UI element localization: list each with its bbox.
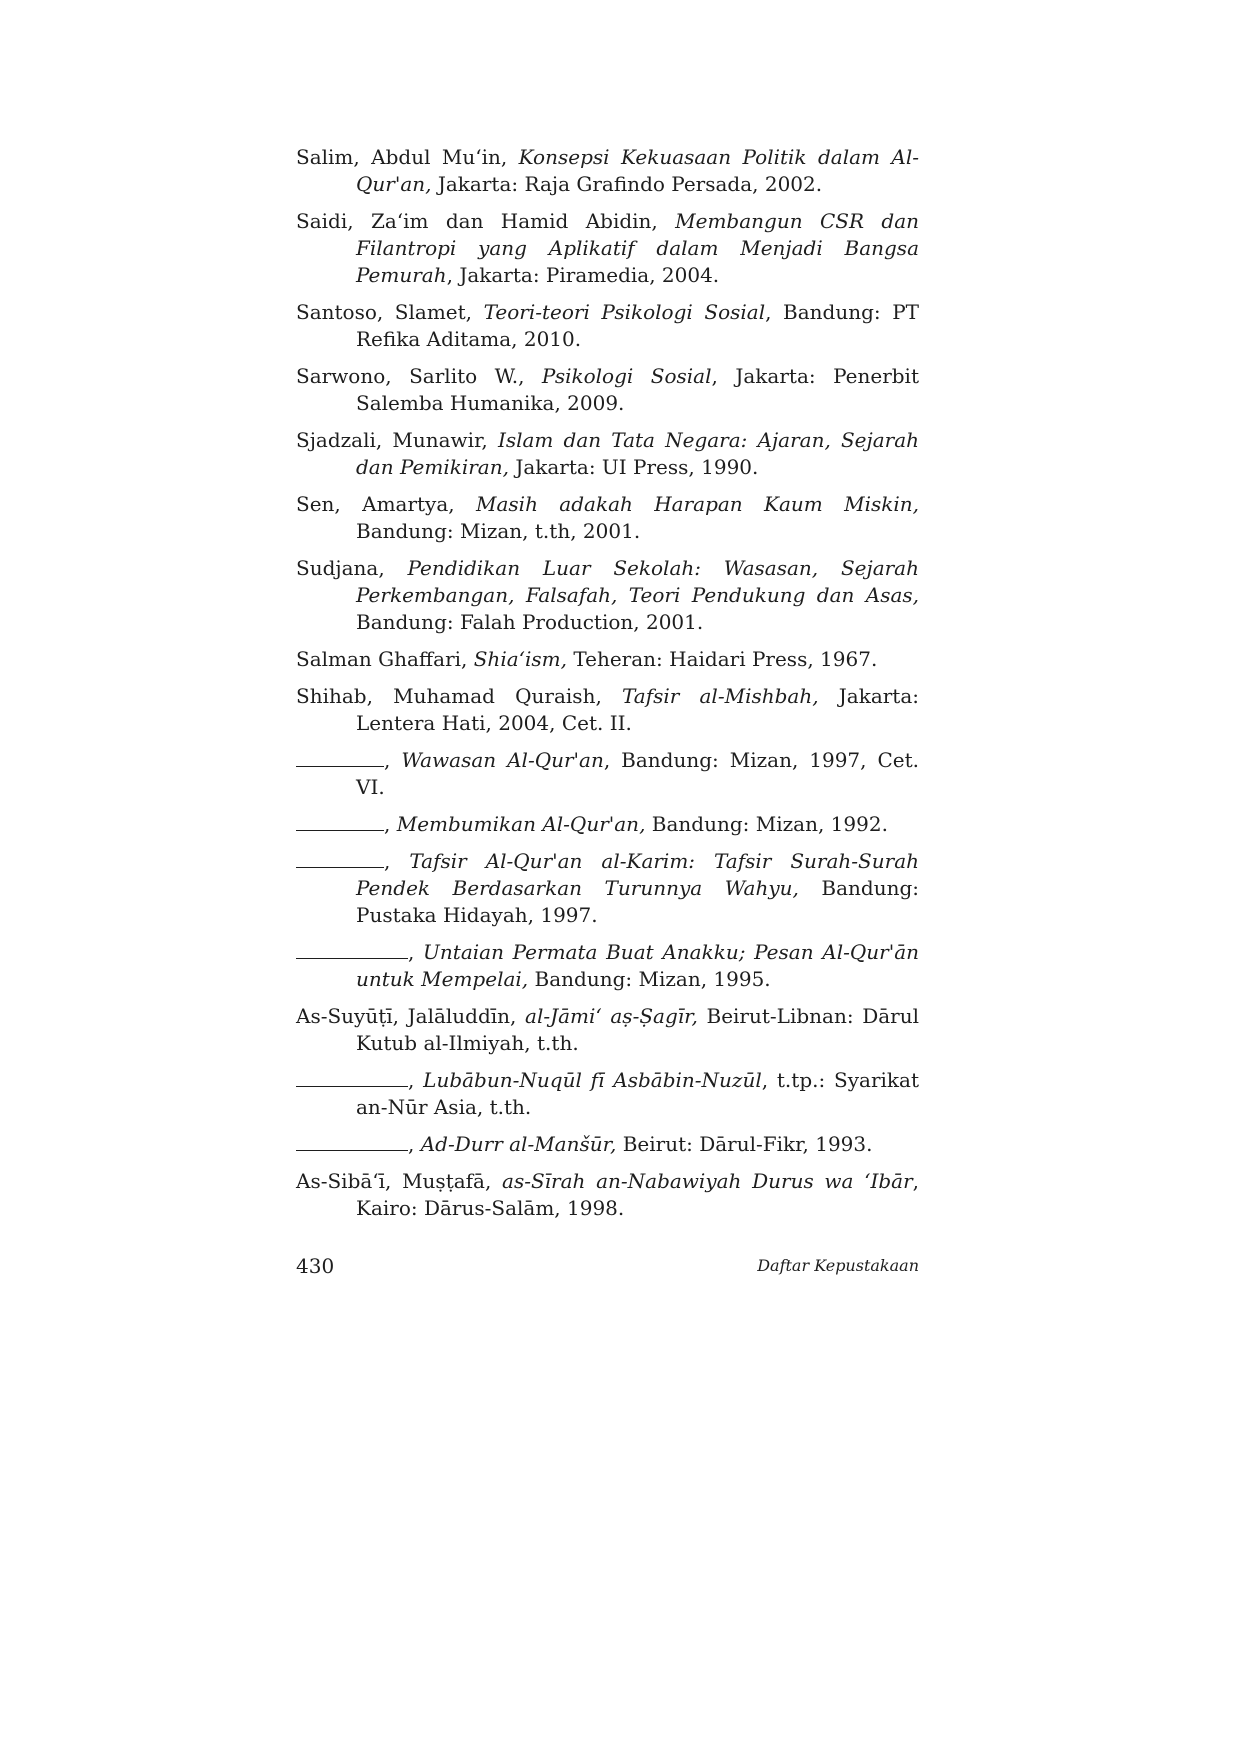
- bibliography-entry: [296, 848, 919, 929]
- entry-publication: Jakarta: UI Press, 1990.: [508, 455, 759, 479]
- repeated-author-rule: [296, 830, 384, 831]
- entry-publication: Bandung: Falah Production, 2001.: [356, 610, 704, 634]
- entry-title: Untaian Permata Buat Anakku; Pesan Al-Qur'ān untuk Mempelai,: [356, 940, 919, 991]
- entry-author: As-Sibā‘ī, Muṣṭafā,: [296, 1169, 503, 1193]
- bibliography-entry: [296, 683, 919, 737]
- running-title: Daftar Kepustakaan: [757, 1256, 919, 1275]
- entry-publication: , Kairo: Dārus-Salām, 1998.: [356, 1169, 919, 1220]
- bibliography-entry: [296, 1131, 919, 1158]
- entry-title: Masih adakah Harapan Kaum Miskin,: [476, 492, 919, 516]
- bibliography-entry: [296, 363, 919, 417]
- bibliography-entry: [296, 939, 919, 993]
- entry-title: as-Sīrah an-Nabawiyah Durus wa ‘Ibār: [502, 1169, 913, 1193]
- bibliography-entry: [296, 1067, 919, 1121]
- entry-title: al-Jāmi‘ aṣ-Ṣagīr,: [525, 1004, 698, 1028]
- entry-title: Wawasan Al-Qur'an: [401, 748, 604, 772]
- entry-author: Sen, Amartya,: [296, 492, 476, 516]
- entry-author: ,: [384, 748, 402, 772]
- entry-publication: , Jakarta: Penerbit Salemba Humanika, 2009.: [356, 364, 919, 415]
- entry-publication: , Bandung: Mizan, 1997, Cet. VI.: [356, 748, 919, 799]
- entry-publication: Beirut: Dārul-Fikr, 1993.: [616, 1132, 873, 1156]
- page-footer: [296, 1254, 919, 1282]
- entry-publication: Bandung: Mizan, 1995.: [528, 967, 771, 991]
- entry-publication: Teheran: Haidari Press, 1967.: [566, 647, 878, 671]
- page-number: 430: [296, 1254, 335, 1278]
- repeated-author-rule: [296, 958, 408, 959]
- entry-title: Teori-teori Psikologi Sosial: [483, 300, 766, 324]
- entry-title: Konsepsi Kekuasaan Politik dalam Al-Qur'an,: [356, 145, 919, 196]
- entry-author: Sjadzali, Munawir,: [296, 428, 498, 452]
- entry-author: Sarwono, Sarlito W.,: [296, 364, 542, 388]
- entry-publication: Jakarta: Raja Grafindo Persada, 2002.: [431, 172, 823, 196]
- bibliography-entry: [296, 491, 919, 545]
- entry-title: Pendidikan Luar Sekolah: Wasasan, Sejarah Perkembangan, Falsafah, Teori Pendukung dan Asas,: [356, 556, 919, 607]
- entry-author: ,: [408, 1132, 421, 1156]
- bibliography-list: [296, 144, 919, 1232]
- entry-title: Membumikan Al-Qur'an,: [396, 812, 646, 836]
- bibliography-entry: [296, 144, 919, 198]
- entry-title: Lubābun-Nuqūl fī Asbābin-Nuzūl: [423, 1068, 762, 1092]
- entry-title: Islam dan Tata Negara: Ajaran, Sejarah dan Pemikiran,: [356, 428, 919, 479]
- bibliography-entry: [296, 555, 919, 636]
- entry-title: Tafsir Al-Qur'an al-Karim: Tafsir Surah-Surah Pendek Berdasarkan Turunnya Wahyu,: [356, 849, 920, 900]
- entry-author: Santoso, Slamet,: [296, 300, 484, 324]
- entry-author: ,: [408, 940, 424, 964]
- bibliography-entry: [296, 747, 919, 801]
- entry-title: Psikologi Sosial: [541, 364, 712, 388]
- entry-author: ,: [408, 1068, 424, 1092]
- bibliography-entry: [296, 1003, 919, 1057]
- entry-publication: Beirut-Libnan: Dārul Kutub al-Ilmiyah, t.th.: [356, 1004, 919, 1055]
- entry-title: Tafsir al-Mishbah,: [622, 684, 819, 708]
- entry-author: Sudjana,: [296, 556, 408, 580]
- entry-author: As-Suyūṭī, Jalāluddīn,: [296, 1004, 526, 1028]
- entry-publication: Bandung: Mizan, t.th, 2001.: [356, 519, 641, 543]
- entry-author: Salman Ghaffari,: [296, 647, 474, 671]
- bibliography-entry: [296, 1168, 919, 1222]
- entry-author: ,: [384, 812, 397, 836]
- bibliography-entry: [296, 299, 919, 353]
- entry-author: Saidi, Za‘im dan Hamid Abidin,: [296, 209, 676, 233]
- bibliography-entry: [296, 208, 919, 289]
- entry-publication: Jakarta: Lentera Hati, 2004, Cet. II.: [356, 684, 919, 735]
- repeated-author-rule: [296, 1086, 408, 1087]
- repeated-author-rule: [296, 867, 384, 868]
- repeated-author-rule: [296, 766, 384, 767]
- entry-publication: Bandung: Pustaka Hidayah, 1997.: [356, 876, 919, 927]
- entry-title: Shia‘ism,: [473, 647, 567, 671]
- repeated-author-rule: [296, 1150, 408, 1151]
- entry-title: Membangun CSR dan Filantropi yang Aplikatif dalam Menjadi Bangsa Pemurah: [356, 209, 920, 287]
- bibliography-entry: [296, 811, 919, 838]
- entry-publication: , Bandung: PT Refika Aditama, 2010.: [356, 300, 919, 351]
- entry-author: Salim, Abdul Mu‘in,: [296, 145, 519, 169]
- entry-author: Shihab, Muhamad Quraish,: [296, 684, 622, 708]
- entry-title: Ad-Durr al-Manšūr,: [420, 1132, 617, 1156]
- bibliography-entry: [296, 646, 919, 673]
- entry-author: ,: [384, 849, 410, 873]
- entry-publication: Bandung: Mizan, 1992.: [645, 812, 888, 836]
- entry-publication: , Jakarta: Piramedia, 2004.: [446, 263, 720, 287]
- bibliography-entry: [296, 427, 919, 481]
- entry-publication: , t.tp.: Syarikat an-Nūr Asia, t.th.: [356, 1068, 919, 1119]
